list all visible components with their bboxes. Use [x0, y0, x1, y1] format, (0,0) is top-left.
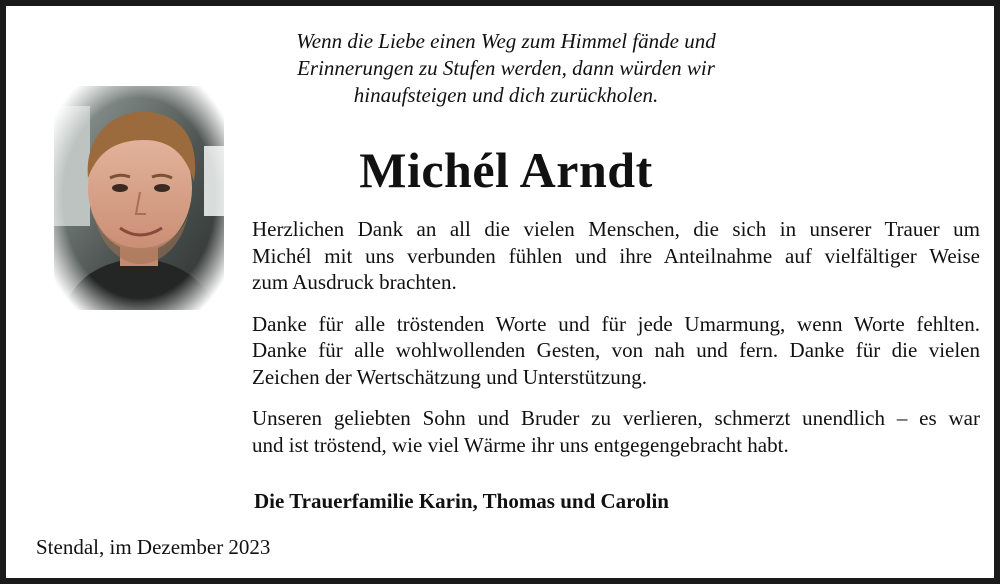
closing-paragraph	[252, 405, 980, 458]
portrait-image	[54, 86, 224, 310]
family-signature: Die Trauerfamilie Karin, Thomas und Carolin	[254, 489, 669, 513]
poem-line: Wenn die Liebe einen Weg zum Himmel fände und	[296, 29, 716, 53]
text-line: Danke für alle wohlwollenden Gesten, von nah und fern. Danke für die vielen	[252, 338, 980, 362]
text-line: Zeichen der Wertschätzung und Unterstützung.	[252, 364, 648, 389]
poem-line: Erinnerungen zu Stufen werden, dann würden wir	[297, 56, 715, 80]
portrait-photo	[54, 86, 224, 310]
message-body	[252, 216, 980, 473]
text-line: Danke für alle tröstenden Worte und für jede Umarmung, wenn Worte fehlten.	[252, 311, 980, 336]
place-and-date: Stendal, im Dezember 2023	[36, 535, 271, 559]
gratitude-paragraph	[252, 311, 980, 391]
poem-quote	[256, 28, 756, 109]
text-line: zum Ausdruck brachten.	[252, 270, 457, 294]
poem-line: hinaufsteigen und dich zurückholen.	[353, 83, 659, 107]
thanks-paragraph	[252, 216, 980, 296]
text-line: Herzlichen Dank an all die vielen Menschen, die sich in unserer Trauer um	[252, 217, 980, 241]
text-line: Unseren geliebten Sohn und Bruder zu verlieren, schmerzt unendlich – es war	[252, 406, 980, 430]
deceased-name: Michél Arndt	[359, 142, 653, 198]
text-line: und ist tröstend, wie viel Wärme ihr uns entgegengebracht habt.	[252, 432, 789, 457]
text-line: Michél mit uns verbunden fühlen und ihre Anteilnahme auf vielfältiger Weise	[252, 243, 980, 268]
